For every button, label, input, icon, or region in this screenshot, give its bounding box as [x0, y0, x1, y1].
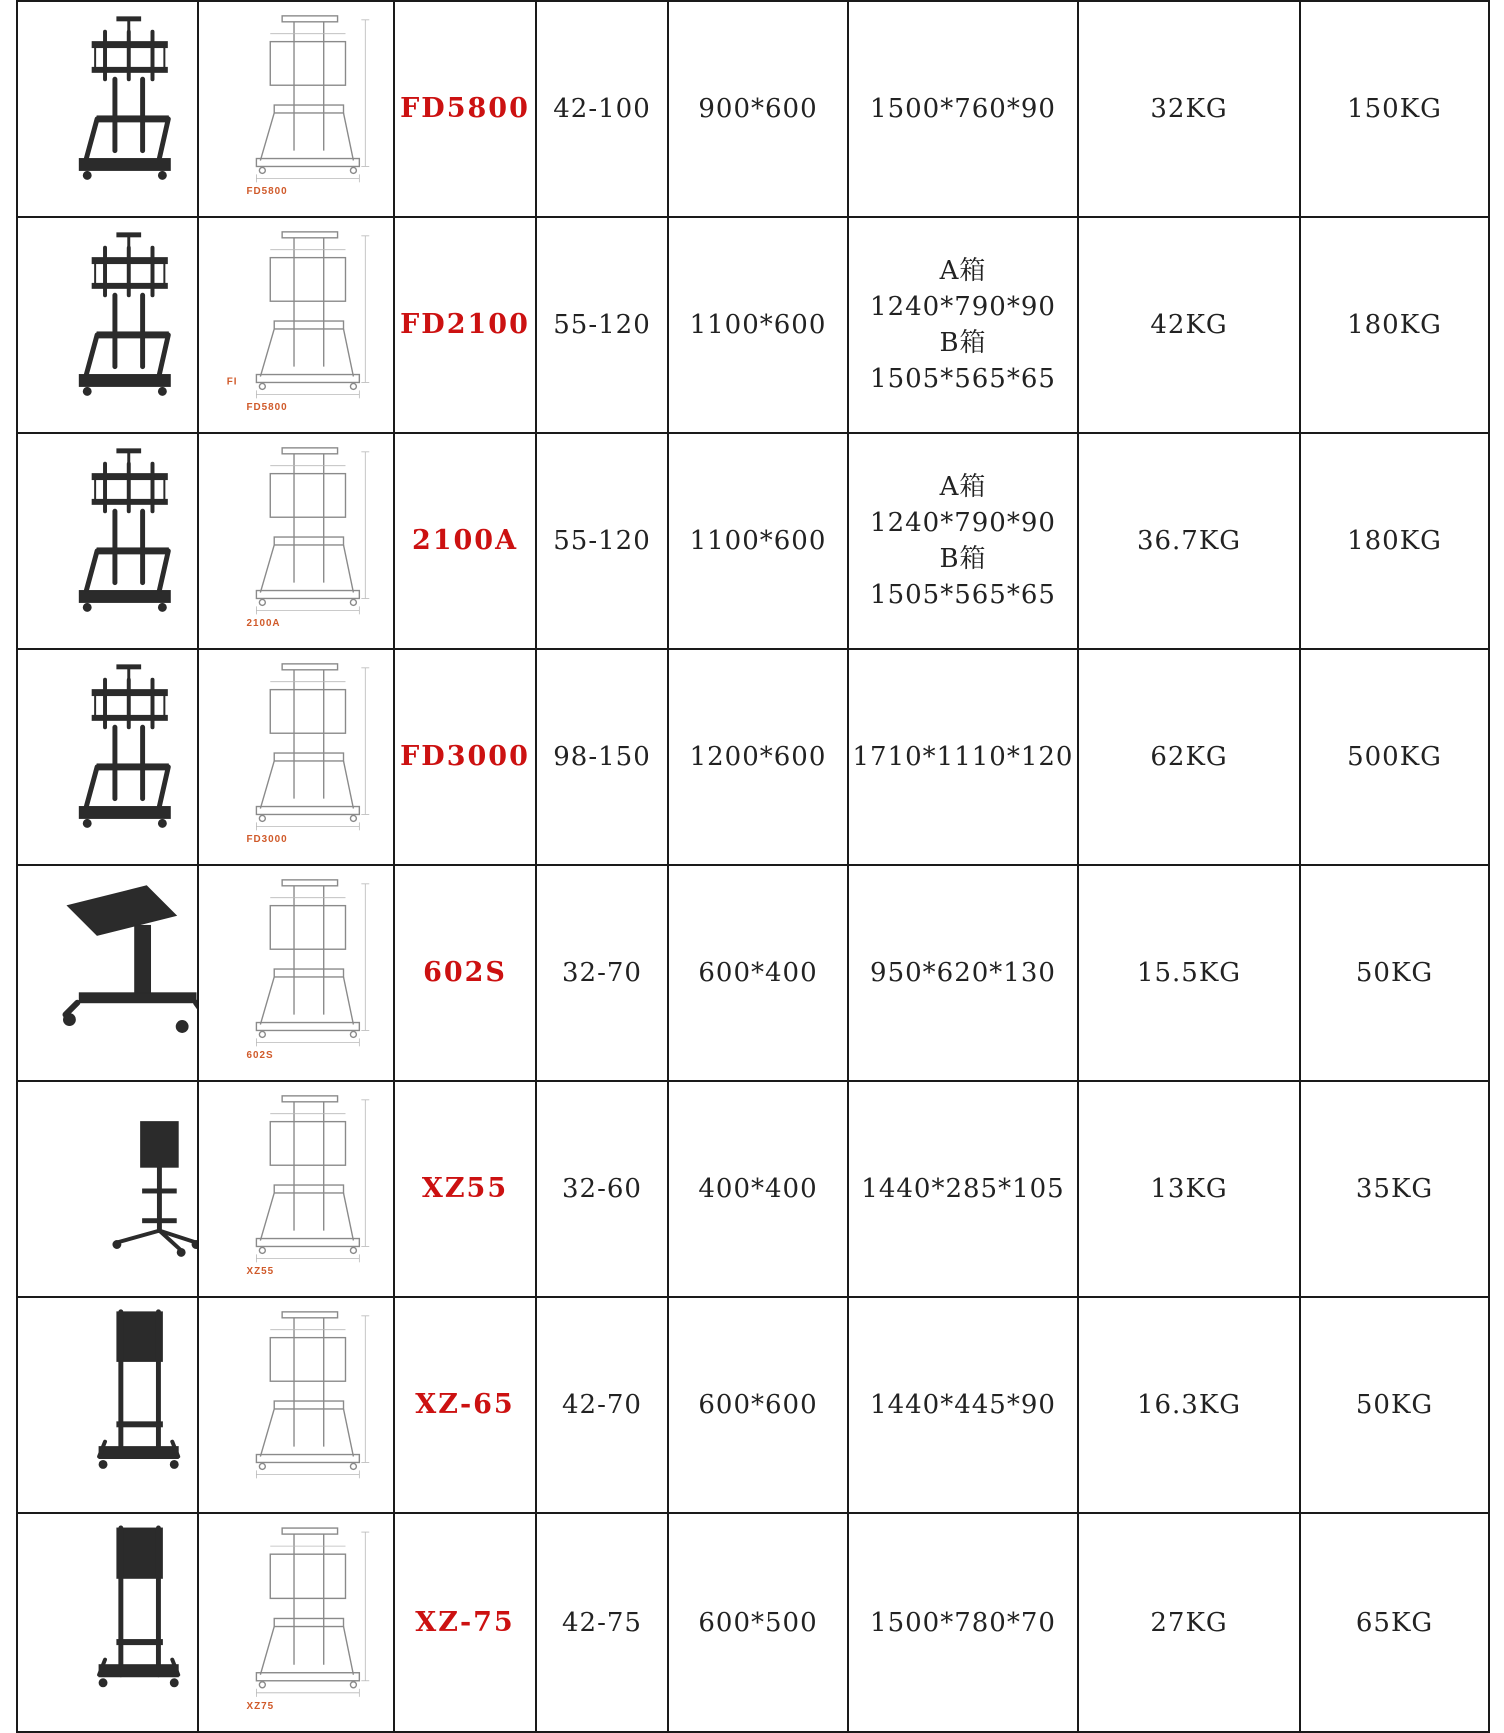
model-cell: FD3000	[394, 649, 536, 865]
max-load-cell: 150KG	[1300, 1, 1489, 217]
drawing-model-label: XZ55	[246, 1266, 275, 1278]
package-size-cell	[848, 1081, 1078, 1297]
screen-size-cell: 32-60	[536, 1081, 668, 1297]
max-load-cell: 180KG	[1300, 433, 1489, 649]
screen-size-cell: 55-120	[536, 217, 668, 433]
product-photo-cell	[17, 217, 198, 433]
package-size-line: 1710*1110*120	[852, 742, 1074, 772]
product-photo-icon	[18, 434, 197, 648]
dimension-drawing-cell	[198, 1081, 394, 1297]
product-photo-cell	[17, 1, 198, 217]
dimension-drawing-cell	[198, 217, 394, 433]
dimension-drawing-cell	[198, 649, 394, 865]
screen-size-cell: 42-75	[536, 1513, 668, 1732]
screen-size-cell: 42-70	[536, 1297, 668, 1513]
model-cell: 602S	[394, 865, 536, 1081]
product-photo-icon	[18, 1514, 197, 1731]
product-photo-cell	[17, 865, 198, 1081]
package-size-cell	[848, 1297, 1078, 1513]
drawing-model-label: 602S	[246, 1050, 274, 1062]
package-size-line: A箱	[939, 256, 987, 286]
screen-size-cell: 42-100	[536, 1, 668, 217]
dimension-drawing-cell	[198, 1513, 394, 1732]
product-photo-icon	[18, 650, 197, 864]
vesa-cell: 600*600	[668, 1297, 848, 1513]
package-size-line: 1500*760*90	[870, 94, 1056, 124]
spec-table	[16, 0, 1490, 1733]
dimension-drawing-icon	[199, 650, 393, 864]
package-size-line: A箱	[939, 472, 987, 502]
product-photo-icon	[18, 218, 197, 432]
package-size-line: B箱	[939, 328, 987, 358]
max-load-cell: 65KG	[1300, 1513, 1489, 1732]
package-size-cell	[848, 433, 1078, 649]
package-size-cell	[848, 1, 1078, 217]
spec-table-body	[17, 1, 1489, 1732]
screen-size-cell: 32-70	[536, 865, 668, 1081]
dimension-drawing-cell	[198, 865, 394, 1081]
weight-cell: 42KG	[1078, 217, 1300, 433]
product-photo-cell	[17, 649, 198, 865]
package-size-cell	[848, 217, 1078, 433]
product-photo-icon	[18, 1082, 197, 1296]
vesa-cell: 1200*600	[668, 649, 848, 865]
vesa-cell: 600*500	[668, 1513, 848, 1732]
model-cell: XZ-65	[394, 1297, 536, 1513]
weight-cell: 32KG	[1078, 1, 1300, 217]
drawing-model-label: 2100A	[246, 618, 281, 630]
screen-size-cell: 98-150	[536, 649, 668, 865]
weight-cell: 13KG	[1078, 1081, 1300, 1297]
package-size-line: 1505*565*65	[870, 364, 1056, 394]
product-photo-cell	[17, 1297, 198, 1513]
vesa-cell: 400*400	[668, 1081, 848, 1297]
package-size-line: 950*620*130	[870, 958, 1056, 988]
package-size-line: 1440*445*90	[870, 1390, 1056, 1420]
model-cell: XZ-75	[394, 1513, 536, 1732]
table-row	[17, 649, 1489, 865]
drawing-model-label: XZ75	[246, 1700, 275, 1712]
max-load-cell: 50KG	[1300, 865, 1489, 1081]
package-size-cell	[848, 1513, 1078, 1732]
drawing-extra-label: FI	[226, 376, 238, 388]
package-size-line: 1240*790*90	[870, 292, 1056, 322]
dimension-drawing-cell	[198, 1, 394, 217]
product-photo-cell	[17, 1513, 198, 1732]
dimension-drawing-icon	[199, 1514, 393, 1731]
vesa-cell: 900*600	[668, 1, 848, 217]
dimension-drawing-icon	[199, 2, 393, 216]
dimension-drawing-icon	[199, 434, 393, 648]
weight-cell: 36.7KG	[1078, 433, 1300, 649]
table-row	[17, 433, 1489, 649]
table-row	[17, 1, 1489, 217]
table-row	[17, 1513, 1489, 1732]
package-size-line: 1440*285*105	[861, 1174, 1065, 1204]
drawing-model-label: FD3000	[246, 834, 288, 846]
product-photo-cell	[17, 433, 198, 649]
model-cell: FD2100	[394, 217, 536, 433]
product-photo-icon	[18, 2, 197, 216]
dimension-drawing-icon	[199, 866, 393, 1080]
product-photo-icon	[18, 866, 197, 1080]
package-size-line: 1240*790*90	[870, 508, 1056, 538]
package-size-cell	[848, 649, 1078, 865]
table-row	[17, 1297, 1489, 1513]
package-size-line: 1505*565*65	[870, 580, 1056, 610]
weight-cell: 27KG	[1078, 1513, 1300, 1732]
model-cell: FD5800	[394, 1, 536, 217]
model-cell: XZ55	[394, 1081, 536, 1297]
table-row	[17, 1081, 1489, 1297]
model-cell: 2100A	[394, 433, 536, 649]
table-row	[17, 217, 1489, 433]
product-photo-cell	[17, 1081, 198, 1297]
table-row	[17, 865, 1489, 1081]
vesa-cell: 600*400	[668, 865, 848, 1081]
dimension-drawing-icon	[199, 218, 393, 432]
weight-cell: 15.5KG	[1078, 865, 1300, 1081]
dimension-drawing-icon	[199, 1298, 393, 1512]
max-load-cell: 180KG	[1300, 217, 1489, 433]
dimension-drawing-icon	[199, 1082, 393, 1296]
max-load-cell: 500KG	[1300, 649, 1489, 865]
product-photo-icon	[18, 1298, 197, 1512]
vesa-cell: 1100*600	[668, 217, 848, 433]
drawing-model-label: FD5800	[246, 402, 288, 414]
screen-size-cell: 55-120	[536, 433, 668, 649]
package-size-line: B箱	[939, 544, 987, 574]
drawing-model-label: FD5800	[246, 186, 288, 198]
dimension-drawing-cell	[198, 433, 394, 649]
max-load-cell: 50KG	[1300, 1297, 1489, 1513]
dimension-drawing-cell	[198, 1297, 394, 1513]
package-size-cell	[848, 865, 1078, 1081]
vesa-cell: 1100*600	[668, 433, 848, 649]
weight-cell: 16.3KG	[1078, 1297, 1300, 1513]
weight-cell: 62KG	[1078, 649, 1300, 865]
max-load-cell: 35KG	[1300, 1081, 1489, 1297]
package-size-line: 1500*780*70	[870, 1607, 1056, 1638]
